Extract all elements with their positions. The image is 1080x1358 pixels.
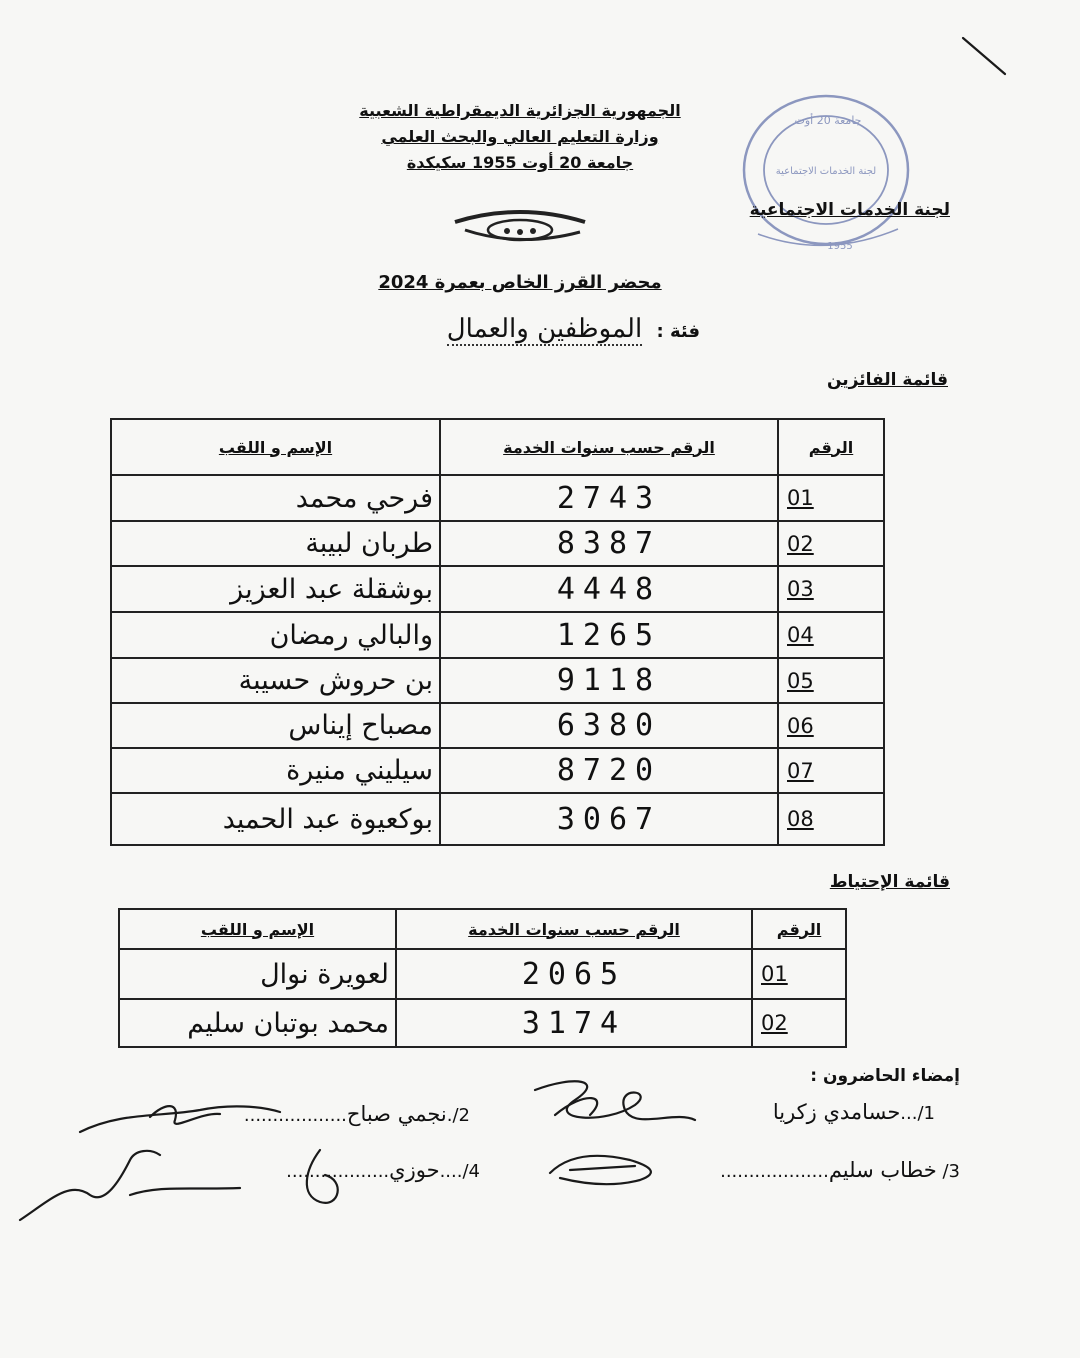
row-score: 2743 xyxy=(440,475,778,521)
stamp-text-top: جامعة 20 أوت xyxy=(794,114,862,127)
header-line-ministry: وزارة التعليم العالي والبحث العلمي xyxy=(381,127,659,146)
category-line xyxy=(340,314,700,344)
signature-scribble-1 xyxy=(515,1070,745,1145)
winners-header-row xyxy=(111,419,884,475)
row-number: 02 xyxy=(778,521,884,566)
attendee-signature-1: 1/...حسامدي زكريا xyxy=(772,1100,935,1124)
attendee-index: 3/ xyxy=(942,1161,960,1182)
header-line-republic: الجمهورية الجزائرية الديمقراطية الشعبية xyxy=(359,101,681,120)
row-name: والبالي رمضان xyxy=(111,612,440,658)
row-number: 08 xyxy=(778,793,884,845)
stamp-text-bottom: 1955 xyxy=(827,241,853,252)
institution-header xyxy=(330,98,710,176)
table-row xyxy=(111,612,884,658)
attendee-signature-2: 2/.نجمي صباح.................. xyxy=(243,1102,470,1126)
col-header-full-name: الإسم و اللقب xyxy=(119,909,396,949)
row-score: 4448 xyxy=(440,566,778,612)
table-row xyxy=(111,703,884,748)
attendee-index: 1/ xyxy=(917,1103,935,1124)
winners-table xyxy=(110,418,885,846)
reserve-title: قائمة الإحتياط xyxy=(829,872,950,892)
col-header-number: الرقم xyxy=(752,909,846,949)
row-score: 9118 xyxy=(440,658,778,703)
table-row xyxy=(111,793,884,845)
winners-title: قائمة الفائزين xyxy=(827,370,948,390)
row-number: 04 xyxy=(778,612,884,658)
table-row xyxy=(119,999,846,1047)
attendee-index: 4/ xyxy=(462,1161,480,1182)
table-row xyxy=(111,566,884,612)
reserve-table xyxy=(118,908,847,1048)
row-name: لعويرة نوال xyxy=(119,949,396,999)
stamp-text-center: لجنة الخدمات الاجتماعية xyxy=(775,166,877,177)
row-score: 3174 xyxy=(396,999,752,1047)
row-score: 3067 xyxy=(440,793,778,845)
row-name: فرحي محمد xyxy=(111,475,440,521)
col-header-service-score: الرقم حسب سنوات الخدمة xyxy=(440,419,778,475)
header-line-university: جامعة 20 أوت 1955 سكيكدة xyxy=(406,153,634,172)
row-score: 1265 xyxy=(440,612,778,658)
row-name: محمد بوتبان سليم xyxy=(119,999,396,1047)
category-value: الموظفين والعمال xyxy=(446,314,643,344)
row-number: 05 xyxy=(778,658,884,703)
attendee-name: خطاب سليم xyxy=(828,1158,937,1182)
signature-scribble-4 xyxy=(10,1140,260,1235)
row-score: 2065 xyxy=(396,949,752,999)
reserve-header-row xyxy=(119,909,846,949)
row-score: 8720 xyxy=(440,748,778,793)
row-number: 02 xyxy=(752,999,846,1047)
row-score: 8387 xyxy=(440,521,778,566)
row-number: 03 xyxy=(778,566,884,612)
col-header-full-name: الإسم و اللقب xyxy=(111,419,440,475)
row-number: 07 xyxy=(778,748,884,793)
table-row xyxy=(119,949,846,999)
table-row xyxy=(111,475,884,521)
table-row xyxy=(111,748,884,793)
row-name: بوشقلة عبد العزيز xyxy=(111,566,440,612)
row-name: سيليني منيرة xyxy=(111,748,440,793)
attendee-signature-3: 3/ خطاب سليم................... xyxy=(720,1158,960,1182)
row-number: 01 xyxy=(778,475,884,521)
signature-scribble-5 xyxy=(285,1140,355,1215)
row-name: بن حروش حسيبة xyxy=(111,658,440,703)
pen-stroke-mark xyxy=(955,30,1015,85)
report-title: محضر القرز الخاص بعمرة 2024 xyxy=(378,272,662,293)
attendee-name: حوزي xyxy=(389,1158,440,1182)
attendee-signature-4: 4/....حوزي.................. xyxy=(286,1158,480,1182)
col-header-service-score: الرقم حسب سنوات الخدمة xyxy=(396,909,752,949)
attendees-title: إمضاء الحاضرون : xyxy=(810,1066,960,1086)
committee-name: لجنة الخدمات الاجتماعية xyxy=(749,200,950,220)
row-name: بوكعيوة عبد الحميد xyxy=(111,793,440,845)
table-row xyxy=(111,658,884,703)
category-label: فئة : xyxy=(656,321,700,342)
row-name: طربان لبيبة xyxy=(111,521,440,566)
attendee-name: نجمي صباح xyxy=(346,1102,447,1126)
col-header-number: الرقم xyxy=(778,419,884,475)
row-name: مصباح إيناس xyxy=(111,703,440,748)
attendee-index: 2/ xyxy=(452,1105,470,1126)
attendee-name: حسامدي زكريا xyxy=(772,1100,901,1124)
row-number: 01 xyxy=(752,949,846,999)
row-score: 6380 xyxy=(440,703,778,748)
university-logo xyxy=(445,200,595,250)
table-row xyxy=(111,521,884,566)
signature-scribble-3 xyxy=(540,1148,670,1193)
committee-stamp xyxy=(728,84,918,264)
row-number: 06 xyxy=(778,703,884,748)
